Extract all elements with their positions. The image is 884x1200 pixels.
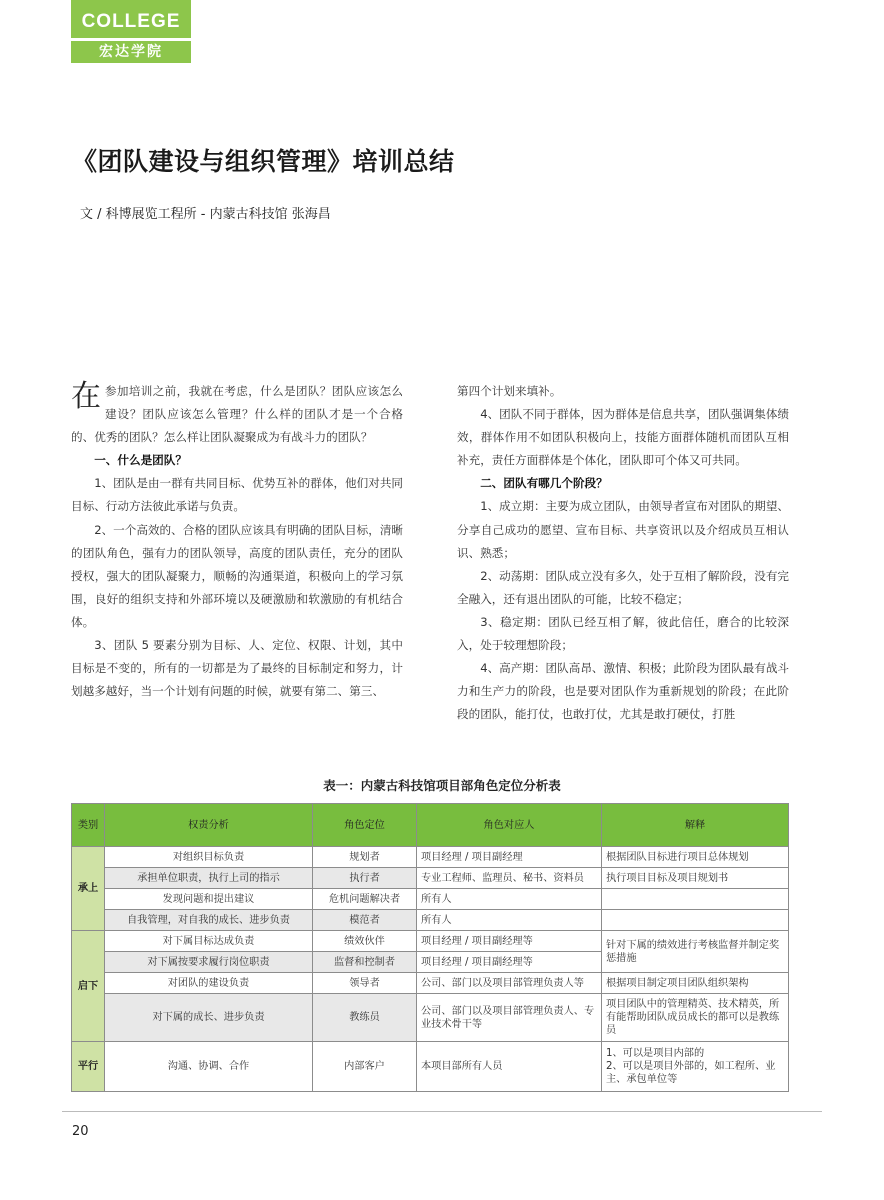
paragraph-1: 1、团队是由一群有共同目标、优势互补的群体，他们对共同目标、行动方法彼此承诺与负责。: [71, 476, 404, 514]
role-cell: 模范者: [313, 910, 417, 931]
table-header-row: [72, 804, 789, 847]
page-number: 20: [72, 1124, 89, 1139]
note-cell: [602, 910, 789, 931]
category-cell: 启下: [72, 931, 105, 1042]
role-cell: 绩效伙伴: [313, 931, 417, 952]
note-cell: 根据项目制定项目团队组织架构: [602, 973, 789, 994]
note-line-1: 1、可以是项目内部的: [606, 1048, 705, 1059]
heading-what-is-team: 一、什么是团队？: [94, 453, 187, 468]
stage-2: 2、动荡期：团队成立没有多久，处于互相了解阶段，没有完全融入，还有退出团队的可能，比较不稳定；: [457, 568, 790, 606]
role-cell: 领导者: [313, 973, 417, 994]
header-person: 角色对应人: [417, 804, 602, 847]
role-analysis-table: [71, 803, 789, 1092]
table-row: [72, 847, 789, 868]
intro-text: 参加培训之前，我就在考虑，什么是团队？团队应该怎么建设？团队应该怎么管理？什么样的团队才是一个合格的、优秀的团队？怎么样让团队凝聚成为有战斗力的团队？: [71, 384, 403, 445]
note-cell: 项目团队中的管理精英、技术精英，所有能帮助团队成员成长的都可以是教练员: [602, 994, 789, 1042]
table-row: [72, 1042, 789, 1092]
dropcap: 在: [71, 379, 101, 414]
paragraph-3: 3、团队 5 要素分别为目标、人、定位、权限、计划，其中目标是不变的，所有的一切都是为了最终的目标制定和努力，计划越多越好，当一个计划有问题的时候，就要有第二、第三、: [71, 638, 403, 699]
footer-rule: [62, 1111, 822, 1112]
duty-cell: 对组织目标负责: [105, 847, 313, 868]
section-badge: [71, 0, 191, 63]
right-column: [457, 380, 789, 726]
table-row: [72, 889, 789, 910]
stage-4: 4、高产期：团队高昂、激情、积极；此阶段为团队最有战斗力和生产力的阶段，也是要对团队作为重新规划的阶段；在此阶段的团队，能打仗，也敢打仗，尤其是敢打硬仗，打胜: [457, 661, 790, 722]
duty-cell: 沟通、协调、合作: [105, 1042, 313, 1092]
note-cell: [602, 1042, 789, 1092]
paragraph-2: 2、一个高效的、合格的团队应该具有明确的团队目标，清晰的团队角色，强有力的团队领导，高度的团队责任，充分的团队授权，强大的团队凝聚力，顺畅的沟通渠道，积极向上的学习氛围，良好的组织支持和外部环境以及硬激励和软激励的有机结合体。: [71, 522, 404, 629]
paragraph-4: 4、团队不同于群体，因为群体是信息共享，团队强调集体绩效，群体作用不如团队积极向上，技能方面群体随机而团队互相补充，责任方面群体是个体化，团队即可个体又可共同。: [457, 407, 790, 468]
duty-cell: 对下属目标达成负责: [105, 931, 313, 952]
role-cell: 监督和控制者: [313, 952, 417, 973]
duty-cell: 对下属按要求履行岗位职责: [105, 952, 313, 973]
note-line-2: 2、可以是项目外部的，如工程所、业主、承包单位等: [606, 1061, 776, 1085]
badge-section: 宏达学院: [71, 41, 191, 63]
person-cell: 所有人: [417, 910, 602, 931]
person-cell: 所有人: [417, 889, 602, 910]
role-cell: 执行者: [313, 868, 417, 889]
table-row: [72, 994, 789, 1042]
table-row: [72, 931, 789, 952]
table-row: [72, 973, 789, 994]
person-cell: 专业工程师、监理员、秘书、资料员: [417, 868, 602, 889]
role-cell: 危机问题解决者: [313, 889, 417, 910]
category-cell: 承上: [72, 847, 105, 931]
note-cell: 根据团队目标进行项目总体规划: [602, 847, 789, 868]
role-cell: 内部客户: [313, 1042, 417, 1092]
article-title: 《团队建设与组织管理》培训总结: [72, 147, 455, 176]
article-author: 文 / 科博展览工程所 - 内蒙古科技馆 张海昌: [80, 207, 331, 222]
header-category: 类别: [72, 804, 105, 847]
badge-college: COLLEGE: [71, 0, 191, 38]
person-cell: 项目经理 / 项目副经理等: [417, 931, 602, 952]
stage-3: 3、稳定期：团队已经互相了解，彼此信任，磨合的比较深入，处于较理想阶段；: [457, 614, 789, 653]
note-cell: 针对下属的绩效进行考核监督并制定奖惩措施: [602, 931, 789, 973]
duty-cell: 自我管理，对自我的成长、进步负责: [105, 910, 313, 931]
header-duty: 权责分析: [105, 804, 313, 847]
note-cell: [602, 889, 789, 910]
table-row: [72, 910, 789, 931]
person-cell: 项目经理 / 项目副经理等: [417, 952, 602, 973]
duty-cell: 对下属的成长、进步负责: [105, 994, 313, 1042]
person-cell: 本项目部所有人员: [417, 1042, 602, 1092]
category-cell: 平行: [72, 1042, 105, 1092]
role-cell: 规划者: [313, 847, 417, 868]
intro-paragraph: [71, 380, 403, 449]
header-note: 解释: [602, 804, 789, 847]
stage-1: 1、成立期：主要为成立团队，由领导者宣布对团队的期望、分享自己成功的愿望、宣布目标、共享资讯以及介绍成员互相认识、熟悉；: [457, 499, 790, 560]
left-column: [71, 380, 403, 703]
header-role: 角色定位: [313, 804, 417, 847]
table-caption: 表一：内蒙古科技馆项目部角色定位分析表: [323, 778, 561, 793]
duty-cell: 承担单位职责，执行上司的指示: [105, 868, 313, 889]
heading-team-stages: 二、团队有哪几个阶段？: [480, 476, 608, 491]
person-cell: 项目经理 / 项目副经理: [417, 847, 602, 868]
note-cell: 执行项目目标及项目规划书: [602, 868, 789, 889]
duty-cell: 发现问题和提出建议: [105, 889, 313, 910]
table-row: [72, 868, 789, 889]
paragraph-continued: 第四个计划来填补。: [457, 384, 562, 398]
person-cell: 公司、部门以及项目部管理负责人、专业技术骨干等: [417, 994, 602, 1042]
person-cell: 公司、部门以及项目部管理负责人等: [417, 973, 602, 994]
duty-cell: 对团队的建设负责: [105, 973, 313, 994]
role-cell: 教练员: [313, 994, 417, 1042]
